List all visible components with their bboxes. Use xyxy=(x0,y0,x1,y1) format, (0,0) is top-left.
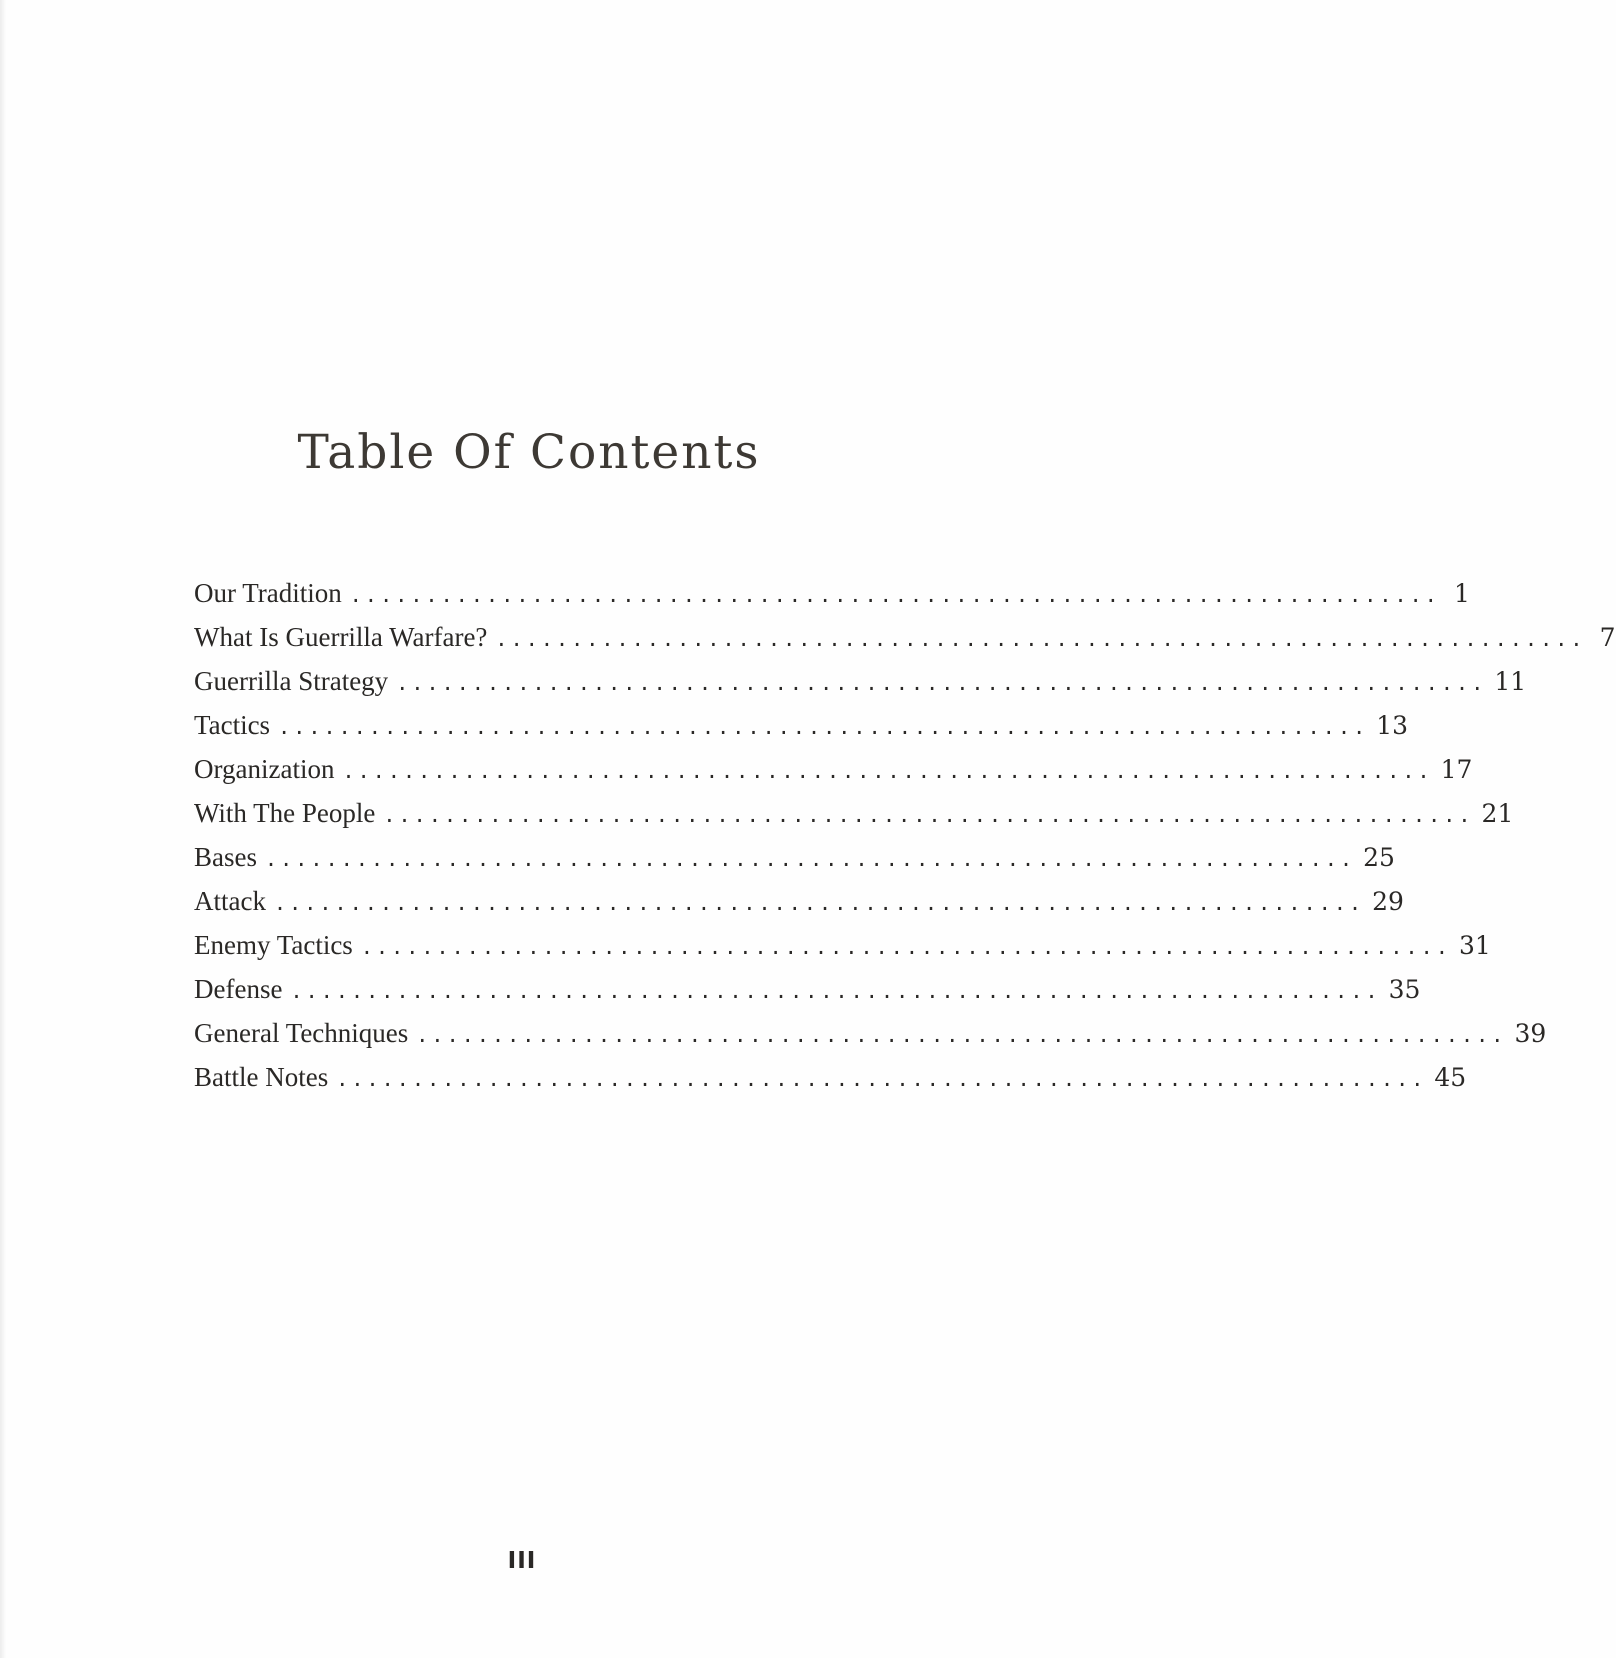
dot-leader: ........................................................................ xyxy=(495,627,1586,651)
dot-leader: ........................................................................ xyxy=(416,1023,1507,1047)
toc-entry-page: 25 xyxy=(1363,843,1395,872)
toc-entry-title: What Is Guerrilla Warfare? xyxy=(194,622,488,652)
toc-entry-page: 31 xyxy=(1458,931,1491,960)
dot-leader: ........................................................................ xyxy=(383,803,1474,827)
toc-entry-page: 35 xyxy=(1388,975,1421,1004)
dot-leader: ........................................................................ xyxy=(360,935,1451,959)
toc-entry-title: Bases xyxy=(194,842,257,872)
toc-entry-title: Guerrilla Strategy xyxy=(194,666,389,696)
toc-entry-page: 1 xyxy=(1454,579,1470,608)
toc-entry xyxy=(194,842,1395,886)
toc-entry xyxy=(194,710,1409,754)
toc-entry-title: Enemy Tactics xyxy=(194,930,353,960)
page-title: Table Of Contents xyxy=(297,425,761,480)
table-of-contents xyxy=(194,578,1616,1106)
page-edge-shadow xyxy=(0,0,6,1658)
toc-entry xyxy=(194,666,1527,710)
toc-entry xyxy=(194,754,1473,798)
toc-entry-page: 29 xyxy=(1372,887,1404,916)
toc-entry xyxy=(194,578,1470,622)
toc-entry-page: 39 xyxy=(1514,1019,1547,1048)
toc-entry-title: Defense xyxy=(194,974,283,1004)
toc-entry xyxy=(194,1062,1467,1106)
dot-leader: ........................................................................ xyxy=(278,715,1369,739)
toc-entry xyxy=(194,1018,1547,1062)
toc-entry-title: Tactics xyxy=(194,710,271,740)
toc-entry-page: 7 xyxy=(1599,623,1616,652)
dot-leader: ........................................................................ xyxy=(290,979,1381,1003)
dot-leader: ........................................................................ xyxy=(336,1067,1427,1091)
toc-entry-page: 17 xyxy=(1440,755,1473,784)
dot-leader: ........................................................................ xyxy=(396,671,1487,695)
dot-leader: ........................................................................ xyxy=(273,891,1365,915)
toc-entry xyxy=(194,622,1616,666)
toc-entry xyxy=(194,798,1514,842)
page-number: III xyxy=(507,1548,537,1574)
toc-entry-title: Our Tradition xyxy=(194,578,342,608)
toc-entry-page: 11 xyxy=(1494,667,1527,696)
toc-entry-title: Organization xyxy=(194,754,335,784)
toc-entry-title: General Techniques xyxy=(194,1018,409,1048)
toc-entry xyxy=(194,930,1491,974)
toc-entry xyxy=(194,886,1404,930)
toc-entry xyxy=(194,974,1421,1018)
toc-entry-title: Battle Notes xyxy=(194,1062,329,1092)
toc-entry-page: 21 xyxy=(1481,799,1514,828)
toc-entry-page: 13 xyxy=(1376,711,1409,740)
toc-entry-title: With The People xyxy=(194,798,376,828)
toc-entry-title: Attack xyxy=(194,886,266,916)
dot-leader: ........................................................................ xyxy=(349,583,1440,607)
dot-leader: ........................................................................ xyxy=(265,847,1356,871)
toc-entry-page: 45 xyxy=(1434,1063,1467,1092)
dot-leader: ........................................................................ xyxy=(342,759,1433,783)
